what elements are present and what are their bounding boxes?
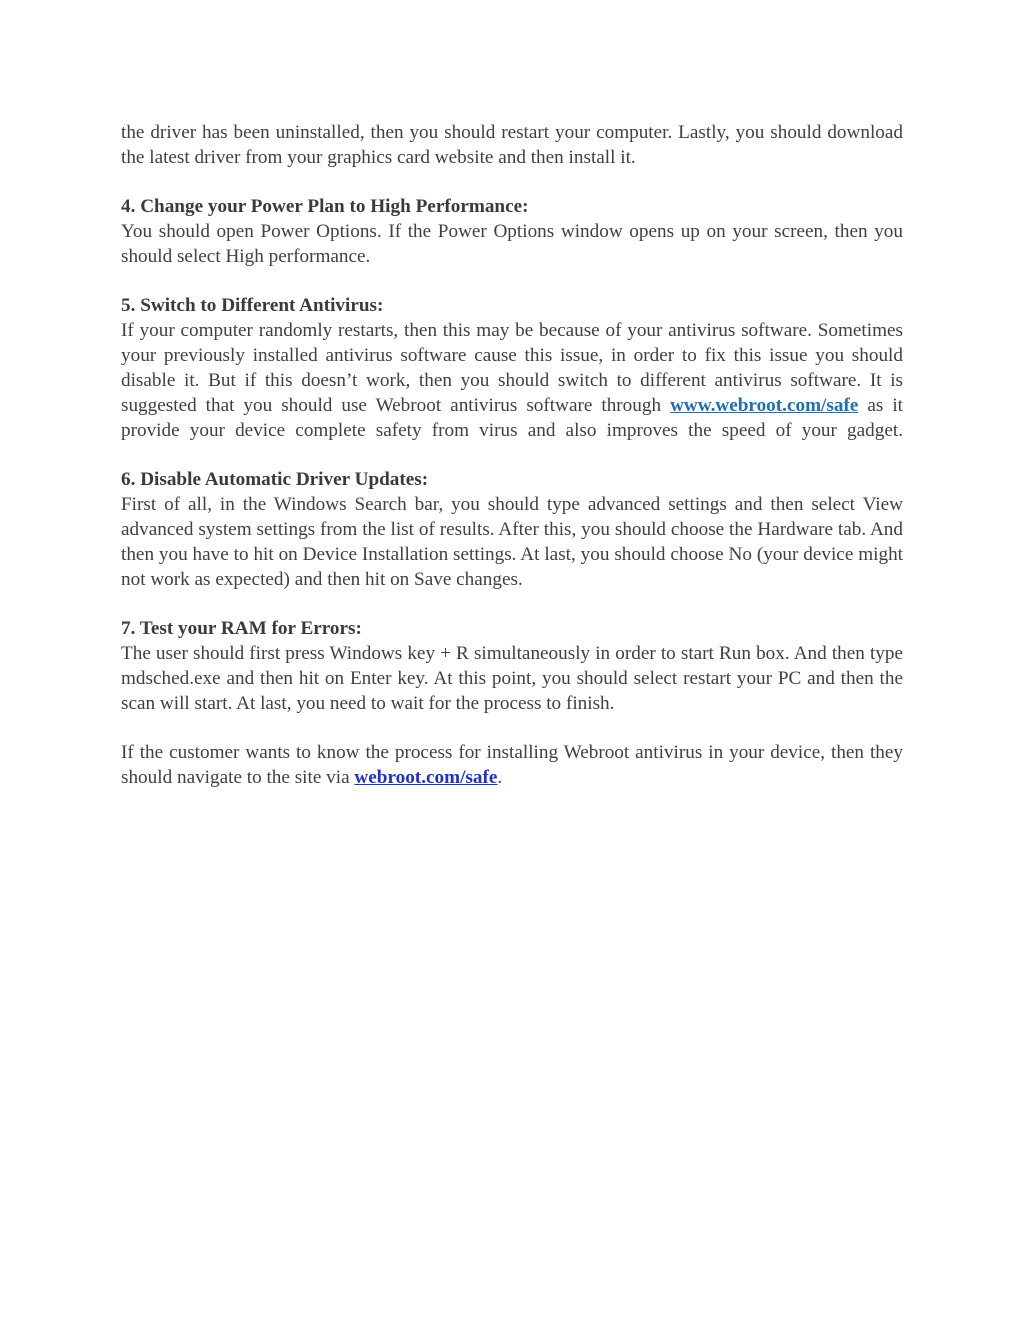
section-body-driver-updates: First of all, in the Windows Search bar, you should type advanced settings and then select View advanced system settings from the list of results. After this, you should choose the Hardware tab. And then you have to hit on Device Installation settings. At last, you should choose No (your device might not work as expected) and then hit on Save changes. xyxy=(121,494,903,590)
section-body-ram-test: The user should first press Windows key + R simultaneously in order to start Run box. And then type mdsched.exe and then hit on Enter key. At this point, you should select restart your PC and then the scan will start. At last, you need to wait for the process to finish. xyxy=(121,643,903,714)
intro-paragraph: the driver has been uninstalled, then you should restart your computer. Lastly, you should download the latest driver from your graphics card website and then install it. xyxy=(121,122,903,168)
intro-block xyxy=(121,120,903,170)
section-driver-updates xyxy=(121,467,903,592)
closing-text-after-link: . xyxy=(497,767,503,788)
section-heading-driver-updates: 6. Disable Automatic Driver Updates: xyxy=(121,469,429,490)
section-heading-ram-test: 7. Test your RAM for Errors: xyxy=(121,618,362,639)
section-power-plan xyxy=(121,194,903,269)
webroot-safe-link[interactable]: www.webroot.com/safe xyxy=(670,395,859,416)
closing-block xyxy=(121,740,903,790)
document-page xyxy=(121,120,903,814)
section-heading-antivirus: 5. Switch to Different Antivirus: xyxy=(121,295,384,316)
section-ram-test xyxy=(121,616,903,716)
section-body-power-plan: You should open Power Options. If the Power Options window opens up on your screen, then you should select High performance. xyxy=(121,221,903,267)
antivirus-text-before-link: If your computer randomly restarts, then this may be because of your antivirus software. Sometimes your previously installed antivirus software cause this issue, in order to fix this issue you should disable it. But if this doesn’t work, then you should switch to different antivirus software. It is suggested that you should use Webroot antivirus software through xyxy=(121,320,903,416)
closing-paragraph xyxy=(121,740,903,790)
antivirus-text-after-link: as it provide your device complete safety from virus and also improves the speed of your gadget. xyxy=(121,395,903,441)
section-antivirus xyxy=(121,293,903,443)
closing-text-before-link: If the customer wants to know the process for installing Webroot antivirus in your device, then they should navigate to the site via xyxy=(121,742,903,788)
webroot-safe-closing-link[interactable]: webroot.com/safe xyxy=(354,767,498,788)
section-body-antivirus xyxy=(121,318,903,443)
section-heading-power-plan: 4. Change your Power Plan to High Performance: xyxy=(121,196,529,217)
